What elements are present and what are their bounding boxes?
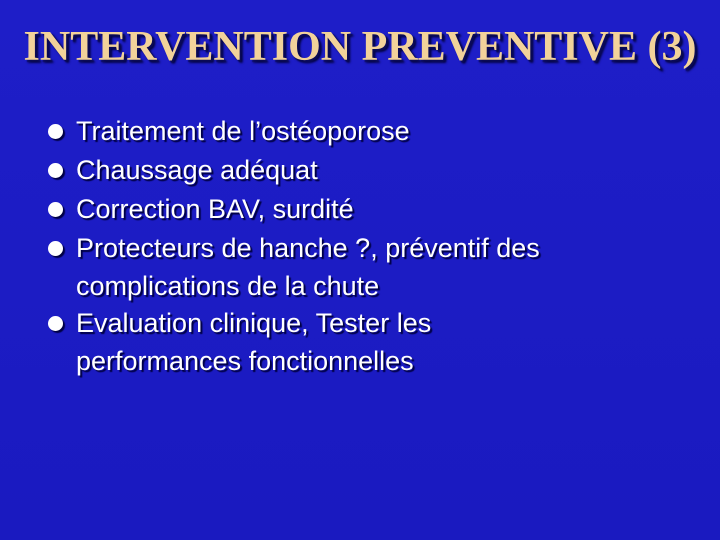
bullet-dot-icon xyxy=(48,202,63,217)
bullet-text-continuation: performances fonctionnelles xyxy=(76,346,414,376)
bullet-text: Correction BAV, surdité xyxy=(76,194,354,224)
bullet-item-osteoporose xyxy=(46,112,686,151)
bullet-item-evaluation xyxy=(46,304,686,379)
bullet-dot-icon xyxy=(48,316,63,331)
bullet-text: Evaluation clinique, Tester les xyxy=(76,308,432,338)
bullet-text-continuation: complications de la chute xyxy=(76,271,380,301)
bullet-dot-icon xyxy=(48,163,63,178)
bullet-item-chaussage xyxy=(46,151,686,190)
bullet-dot-icon xyxy=(48,241,63,256)
slide-title: INTERVENTION PREVENTIVE (3) xyxy=(23,24,697,70)
bullet-text: Chaussage adéquat xyxy=(76,155,318,185)
bullet-item-protecteurs xyxy=(46,229,686,304)
bullet-list xyxy=(46,112,686,379)
bullet-text: Traitement de l’ostéoporose xyxy=(76,116,410,146)
bullet-item-correction xyxy=(46,190,686,229)
bullet-text: Protecteurs de hanche ?, préventif des xyxy=(76,233,540,263)
bullet-dot-icon xyxy=(48,124,63,139)
